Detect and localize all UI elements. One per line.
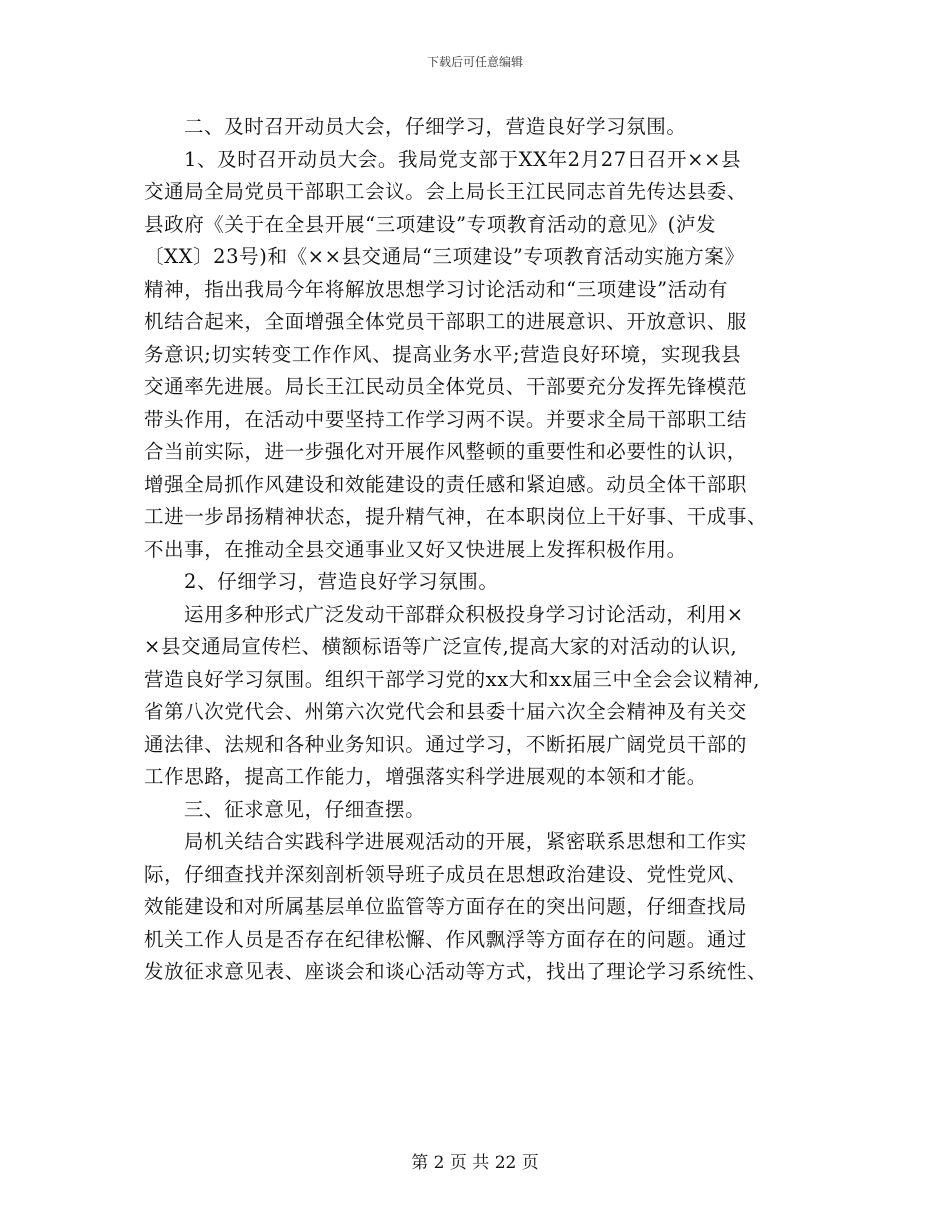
paragraph-line: 局机关结合实践科学进展观活动的开展，紧密联系思想和工作实: [184, 830, 747, 853]
paragraph-line: 际，仔细查找并深刻剖析领导班子成员在思想政治建设、党性党风、: [144, 862, 748, 886]
paragraph-line: 带头作用，在活动中要坚持工作学习两不误。并要求全局干部职工结: [144, 407, 748, 431]
paragraph-line: ×县交通局宣传栏、横额标语等广泛宣传,提高大家的对活动的认识,: [144, 635, 738, 658]
paragraph-line: 机关工作人员是否存在纪律松懈、作风飘浮等方面存在的问题。通过: [144, 927, 748, 951]
section-heading-2: 二、及时召开动员大会，仔细学习，营造良好学习氛围。: [184, 115, 687, 138]
paragraph-line: 交通率先进展。局长王江民动员全体党员、干部要充分发挥先锋模范: [144, 375, 748, 398]
section-heading-3: 三、征求意见，仔细查摆。: [184, 797, 426, 821]
paragraph-line: 工进一步昂扬精神状态，提升精气神，在本职岗位上干好事、干成事、: [144, 505, 768, 528]
document-body: [144, 111, 834, 989]
paragraph-line: 县政府《关于在全县开展“三项建设”专项教育活动的意见》(泸发: [144, 212, 717, 236]
page-number-footer: 第 2 页 共 22 页: [411, 1153, 539, 1173]
paragraph-line: 精神，指出我局今年将解放思想学习讨论活动和“三项建设”活动有: [144, 277, 728, 301]
paragraph-line: 不出事，在推动全县交通事业又好又快进展上发挥积极作用。: [144, 537, 687, 561]
paragraph-line: 效能建设和对所属基层单位监管等方面存在的突出问题，仔细查找局: [144, 895, 748, 918]
paragraph-line: 1、及时召开动员大会。我局党支部于XX年2月27日召开××县: [184, 147, 742, 171]
paragraph-line: 〔XX〕23号)和《××县交通局“三项建设”专项教育活动实施方案》: [144, 245, 745, 268]
paragraph-line: 工作思路，提高工作能力，增强落实科学进展观的本领和才能。: [144, 765, 707, 788]
paragraph-line: 发放征求意见表、座谈会和谈心活动等方式，找出了理论学习系统性、: [144, 960, 768, 983]
paragraph-line: 运用多种形式广泛发动干部群众积极投身学习讨论活动，利用×: [184, 602, 744, 626]
paragraph-line: 营造良好学习氛围。组织干部学习党的xx大和xx届三中全会会议精神,: [144, 667, 760, 691]
paragraph-line: 务意识;切实转变工作作风、提高业务水平;营造良好环境，实现我县: [144, 342, 742, 366]
paragraph-line: 增强全局抓作风建设和效能建设的责任感和紧迫感。动员全体干部职: [144, 472, 748, 496]
paragraph-line: 机结合起来，全面增强全体党员干部职工的进展意识、开放意识、服: [144, 310, 748, 333]
subsection-heading-2: 2、仔细学习，营造良好学习氛围。: [184, 570, 499, 593]
paragraph-line: 交通局全局党员干部职工会议。会上局长王江民同志首先传达县委、: [144, 180, 748, 203]
paragraph-line: 省第八次党代会、州第六次党代会和县委十届六次全会精神及有关交: [144, 700, 748, 723]
page-header-note: 下载后可任意编辑: [426, 55, 523, 69]
paragraph-line: 合当前实际，进一步强化对开展作风整顿的重要性和必要性的认识，: [144, 440, 748, 463]
paragraph-line: 通法律、法规和各种业务知识。通过学习，不断拓展广阔党员干部的: [144, 732, 748, 756]
